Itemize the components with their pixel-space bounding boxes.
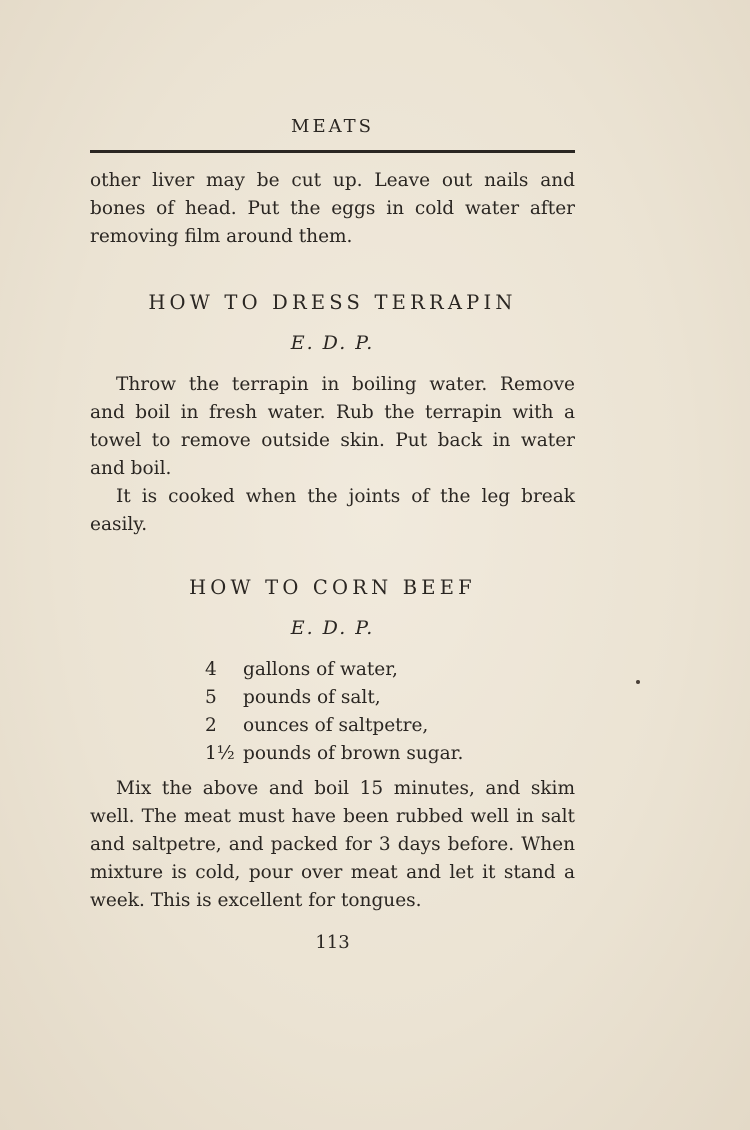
text-line: well. The meat must have been rubbed well in salt — [90, 806, 575, 827]
text-line: easily. — [90, 514, 148, 535]
text-line: and boil in fresh water. Rub the terrapin with a — [90, 402, 575, 423]
ingredient-quantity: 5 — [205, 687, 217, 708]
text-line: bones of head. Put the eggs in cold water after — [90, 198, 575, 219]
ingredient-item — [205, 684, 463, 712]
page-number: 113 — [315, 932, 350, 953]
text-line: and saltpetre, and packed for 3 days before. When — [90, 834, 575, 855]
text-line: It is cooked when the joints of the leg break — [116, 486, 575, 507]
corn-beef-instructions — [90, 775, 575, 915]
ingredient-quantity: 1½ — [205, 743, 235, 764]
ingredient-item — [205, 656, 463, 684]
terrapin-paragraph-2 — [90, 483, 575, 539]
ingredient-quantity: 2 — [205, 715, 217, 736]
text-line: Throw the terrapin in boiling water. Remove — [116, 374, 575, 395]
ingredient-text: pounds of brown sugar. — [243, 743, 464, 764]
text-line: week. This is excellent for tongues. — [90, 890, 422, 911]
ingredient-item — [205, 712, 463, 740]
text-line: other liver may be cut up. Leave out nails and — [90, 170, 575, 191]
terrapin-paragraph-1 — [90, 371, 575, 483]
ingredient-text: ounces of saltpetre, — [243, 715, 429, 736]
header-rule — [90, 150, 575, 153]
ingredient-list — [205, 656, 463, 768]
text-line: mixture is cold, pour over meat and let it stand a — [90, 862, 575, 883]
terrapin-attribution: E. D. P. — [290, 332, 375, 354]
continuation-paragraph — [90, 167, 575, 251]
ingredient-item — [205, 740, 463, 768]
text-line: Mix the above and boil 15 minutes, and skim — [116, 778, 575, 799]
text-line: and boil. — [90, 458, 172, 479]
corn-beef-heading: HOW TO CORN BEEF — [189, 576, 476, 599]
text-line: removing film around them. — [90, 226, 353, 247]
paper-speck — [636, 680, 640, 684]
running-head: MEATS — [291, 116, 374, 137]
corn-beef-attribution: E. D. P. — [290, 617, 375, 639]
text-line: towel to remove outside skin. Put back in water — [90, 430, 575, 451]
terrapin-heading: HOW TO DRESS TERRAPIN — [148, 291, 517, 314]
ingredient-text: gallons of water, — [243, 659, 398, 680]
ingredient-text: pounds of salt, — [243, 687, 381, 708]
ingredient-quantity: 4 — [205, 659, 217, 680]
